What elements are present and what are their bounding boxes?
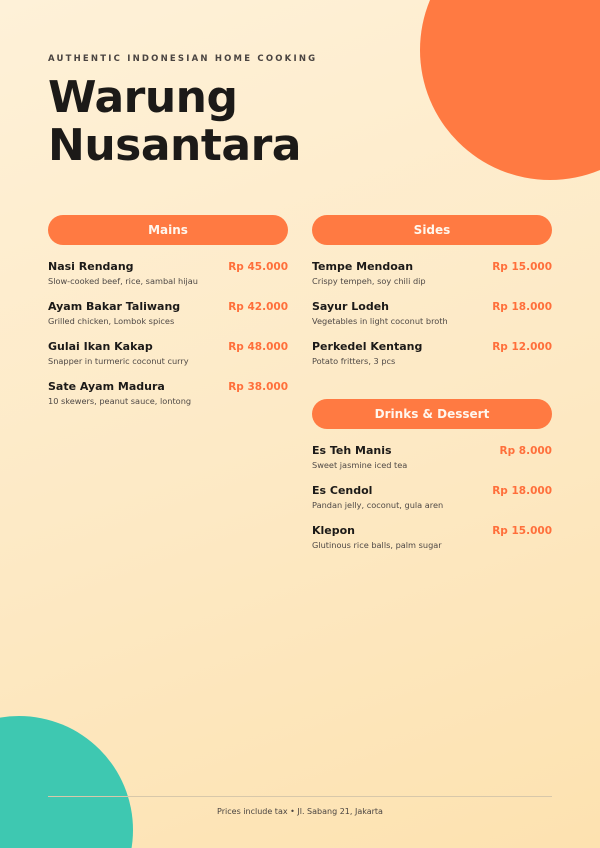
item-price: Rp 18.000 [492, 485, 552, 497]
item-description: Pandan jelly, coconut, gula aren [312, 500, 444, 510]
item-description: 10 skewers, peanut sauce, lontong [48, 396, 192, 406]
menu-item [48, 260, 288, 300]
item-name: Perkedel Kentang [312, 340, 423, 353]
item-name: Klepon [312, 524, 356, 537]
decorative-orange-circle [420, 0, 600, 180]
title-line-2: Nusantara [48, 120, 301, 171]
item-description: Slow-cooked beef, rice, sambal hijau [48, 276, 198, 286]
menu-item [312, 340, 552, 380]
menu-item [312, 524, 552, 564]
mains-column [48, 215, 288, 420]
section-header-mains: Mains [48, 215, 288, 245]
footer-divider [48, 796, 552, 797]
item-name: Es Cendol [312, 484, 373, 497]
sides-list [312, 260, 552, 380]
item-name: Nasi Rendang [48, 260, 134, 273]
item-name: Es Teh Manis [312, 444, 392, 457]
menu-item [48, 300, 288, 340]
section-spacer [312, 380, 552, 399]
item-price: Rp 18.000 [492, 301, 552, 313]
item-name: Gulai Ikan Kakap [48, 340, 153, 353]
item-description: Vegetables in light coconut broth [312, 316, 448, 326]
item-name: Sate Ayam Madura [48, 380, 165, 393]
item-price: Rp 8.000 [499, 445, 552, 457]
item-name: Sayur Lodeh [312, 300, 389, 313]
item-name: Tempe Mendoan [312, 260, 414, 273]
item-price: Rp 15.000 [492, 261, 552, 273]
item-price: Rp 12.000 [492, 341, 552, 353]
menu-item [312, 260, 552, 300]
footer-note: Prices include tax • Jl. Sabang 21, Jakarta [217, 807, 383, 816]
item-price: Rp 45.000 [228, 261, 288, 273]
mains-list [48, 260, 288, 420]
item-description: Crispy tempeh, soy chili dip [312, 276, 426, 286]
item-description: Potato fritters, 3 pcs [312, 356, 396, 366]
menu-item [48, 340, 288, 380]
item-description: Glutinous rice balls, palm sugar [312, 540, 442, 550]
title-line-1: Warung [48, 72, 238, 123]
item-description: Snapper in turmeric coconut curry [48, 356, 189, 366]
item-price: Rp 15.000 [492, 525, 552, 537]
restaurant-name [48, 74, 301, 170]
item-description: Sweet jasmine iced tea [312, 460, 408, 470]
item-price: Rp 38.000 [228, 381, 288, 393]
sides-drinks-column [312, 215, 552, 564]
drinks-list [312, 444, 552, 564]
section-header-sides: Sides [312, 215, 552, 245]
section-header-drinks-dessert: Drinks & Dessert [312, 399, 552, 429]
decorative-teal-circle [0, 716, 133, 848]
item-price: Rp 42.000 [228, 301, 288, 313]
item-price: Rp 48.000 [228, 341, 288, 353]
menu-item [312, 300, 552, 340]
item-description: Grilled chicken, Lombok spices [48, 316, 175, 326]
menu-item [312, 484, 552, 524]
tagline: AUTHENTIC INDONESIAN HOME COOKING [48, 54, 318, 64]
item-name: Ayam Bakar Taliwang [48, 300, 181, 313]
menu-item [312, 444, 552, 484]
menu-item [48, 380, 288, 420]
